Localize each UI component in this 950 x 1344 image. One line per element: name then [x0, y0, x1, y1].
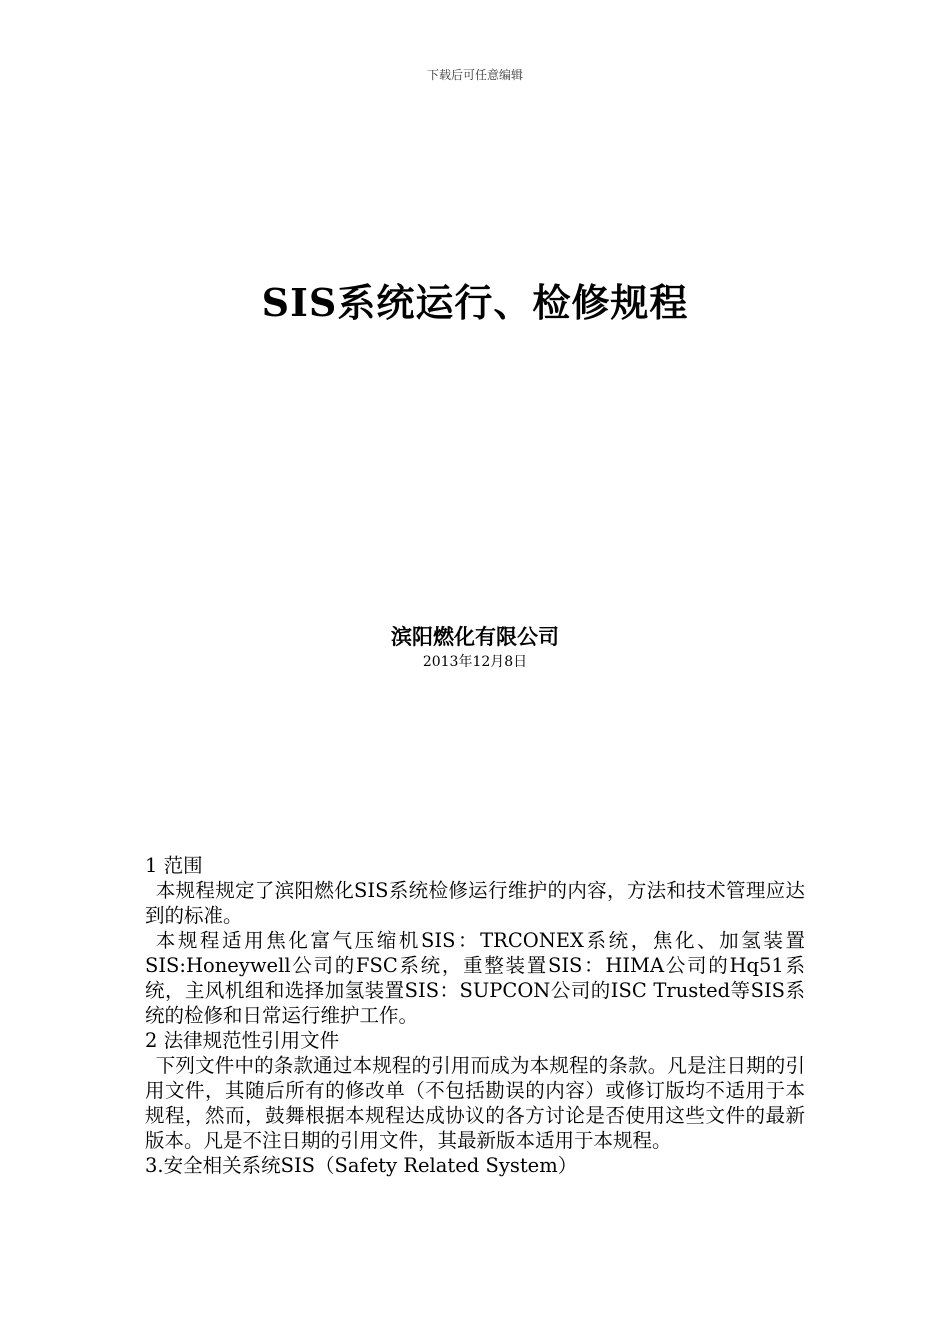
document-title: SIS系统运行、检修规程 [261, 280, 689, 325]
scope-paragraph-2: 本规程适用焦化富气压缩机SIS：TRCONEX系统，焦化、加氢装置SIS:Honeywell公司的FSC系统，重整装置SIS：HIMA公司的Hq51系统，主风机组和选择加氢装置SIS：SUPCON公司的ISC Trusted等SIS系统的检修和日常运行维护工作。 [145, 929, 805, 1027]
page-header: 下载后可任意编辑 [426, 68, 523, 82]
section-heading-scope: 1 范围 [145, 854, 203, 877]
section-heading-references: 2 法律规范性引用文件 [145, 1029, 340, 1052]
section-heading-sis: 3.安全相关系统SIS（Safety Related System） [145, 1154, 578, 1177]
company-name: 滨阳燃化有限公司 [391, 624, 559, 649]
scope-paragraph-1: 本规程规定了滨阳燃化SIS系统检修运行维护的内容，方法和技术管理应达到的标准。 [145, 879, 805, 927]
references-paragraph: 下列文件中的条款通过本规程的引用而成为本规程的条款。凡是注日期的引用文件，其随后所有的修改单（不包括勘误的内容）或修订版均不适用于本规程，然而，鼓舞根据本规程达成协议的各方讨论是否使用这些文件的最新版本。凡是不注日期的引用文件，其最新版本适用于本规程。 [145, 1054, 805, 1152]
document-date: 2013年12月8日 [422, 654, 528, 670]
document-body [145, 853, 805, 1178]
